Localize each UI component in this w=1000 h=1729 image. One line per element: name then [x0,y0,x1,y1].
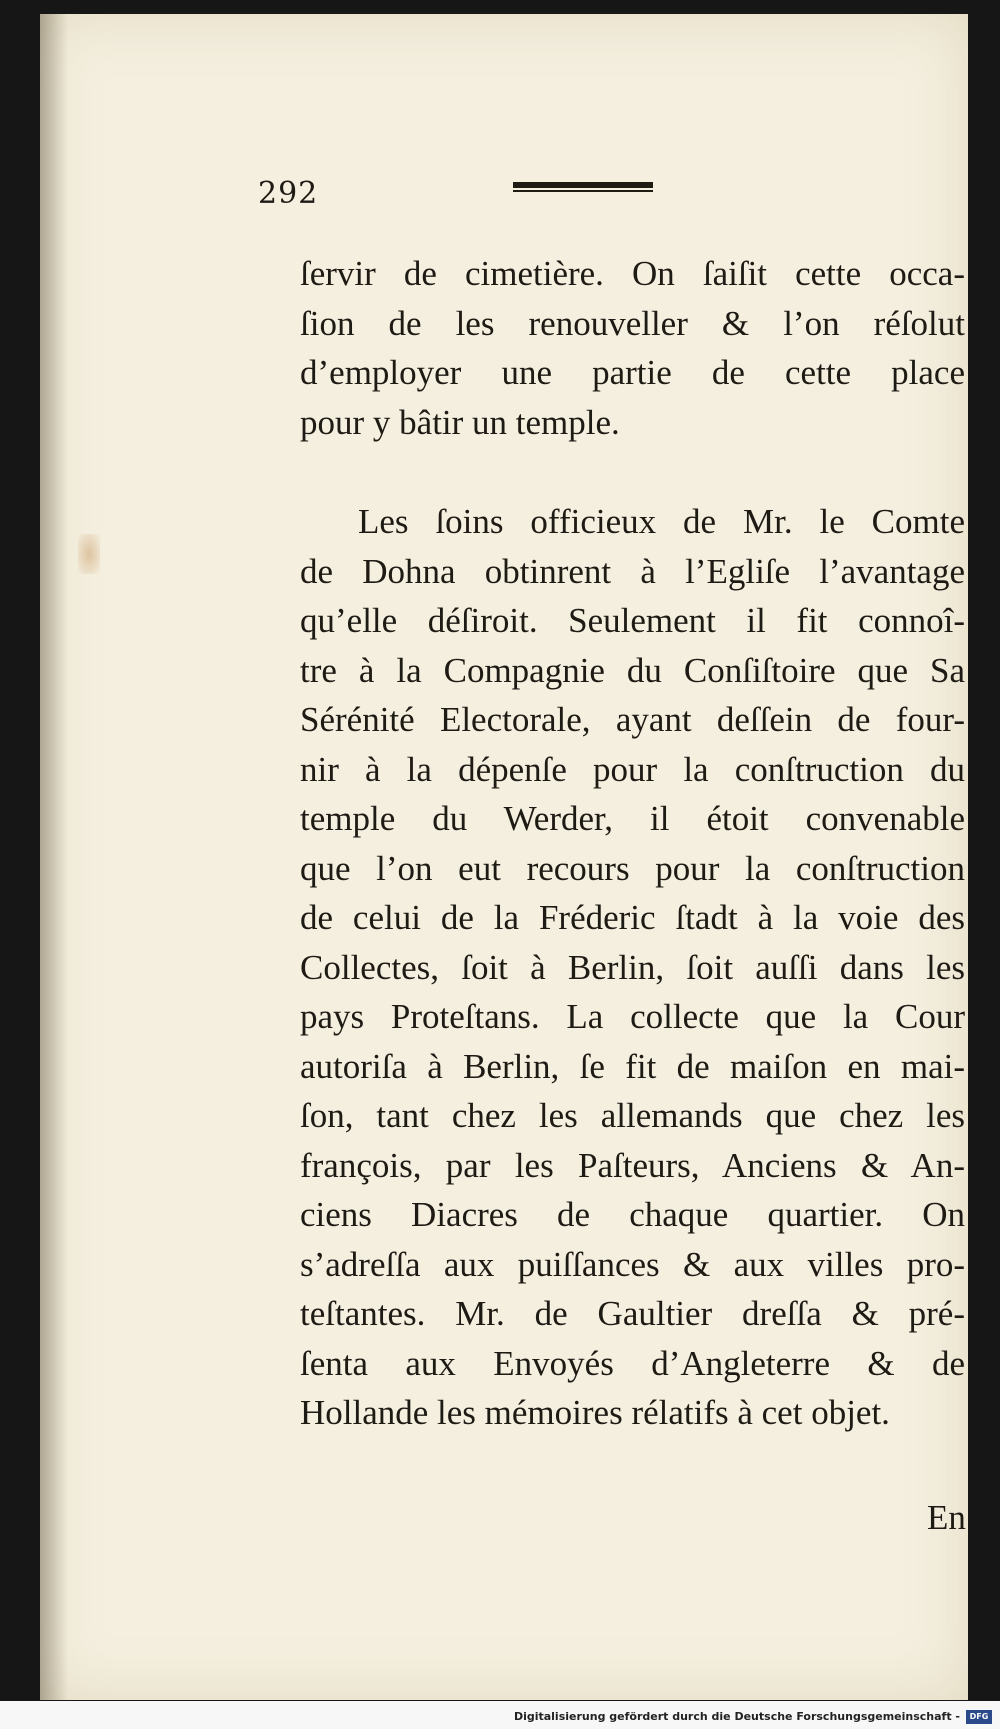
text-line: qu’elle déſiroit. Seulement il fit connoî- [300,601,965,640]
header-ornament-rule [513,180,653,192]
paragraph-2 [300,497,965,1438]
catchword: En [927,1498,966,1537]
funding-credit: Digitalisierung gefördert durch die Deutsche Forschungsgemeinschaft - [513,1710,960,1723]
text-line: pays Proteſtans. La collecte que la Cour [300,997,965,1036]
book-page [40,14,968,1700]
paragraph-1 [300,249,965,447]
text-line: ſervir de cimetière. On ſaiſit cette occa- [300,254,965,293]
page-header [258,176,908,211]
text-line: françois, par les Paſteurs, Anciens & An- [300,1145,965,1185]
text-line: teſtantes. Mr. de Gaultier dreſſa & pré- [300,1294,965,1333]
text-line: autoriſa à Berlin, ſe fit de maiſon en mai- [300,1046,965,1086]
text-line: ſenta aux Envoyés d’Angleterre & de [300,1343,965,1383]
text-line: de Dohna obtinrent à l’Egliſe l’avantage [300,551,965,591]
paper-stain [78,534,100,574]
text-line: Hollande les mémoires rélatifs à cet objet. [300,1393,890,1432]
header-rule-thin [513,190,653,192]
text-line: pour y bâtir un temple. [300,402,620,442]
text-line: ſion de les renouveller & l’on réſolut [300,303,965,343]
body-text [300,249,965,1438]
text-line: Sérénité Electorale, ayant deſſein de four- [300,700,965,739]
text-line: Collectes, ſoit à Berlin, ſoit auſſi dans les [300,947,965,987]
text-line: s’adreſſa aux puiſſances & aux villes pro- [300,1244,965,1284]
text-line: nir à la dépenſe pour la conſtruction du [300,749,965,789]
text-line: que l’on eut recours pour la conſtruction [300,848,965,888]
text-line: ciens Diacres de chaque quartier. On [300,1195,965,1234]
text-line: d’employer une partie de cette place [300,353,965,392]
dfg-logo: DFG [966,1710,992,1724]
text-line: tre à la Compagnie du Conſiſtoire que Sa [300,650,965,690]
text-line: Les ſoins officieux de Mr. le Comte [358,502,965,541]
header-rule-thick [513,182,653,188]
footer-bar [0,1701,1000,1729]
text-line: temple du Werder, il étoit convenable [300,799,965,838]
text-line: de celui de la Fréderic ſtadt à la voie des [300,898,965,937]
text-line: ſon, tant chez les allemands que chez les [300,1096,965,1135]
gutter-shadow [40,14,68,1700]
page-number: 292 [258,176,319,211]
